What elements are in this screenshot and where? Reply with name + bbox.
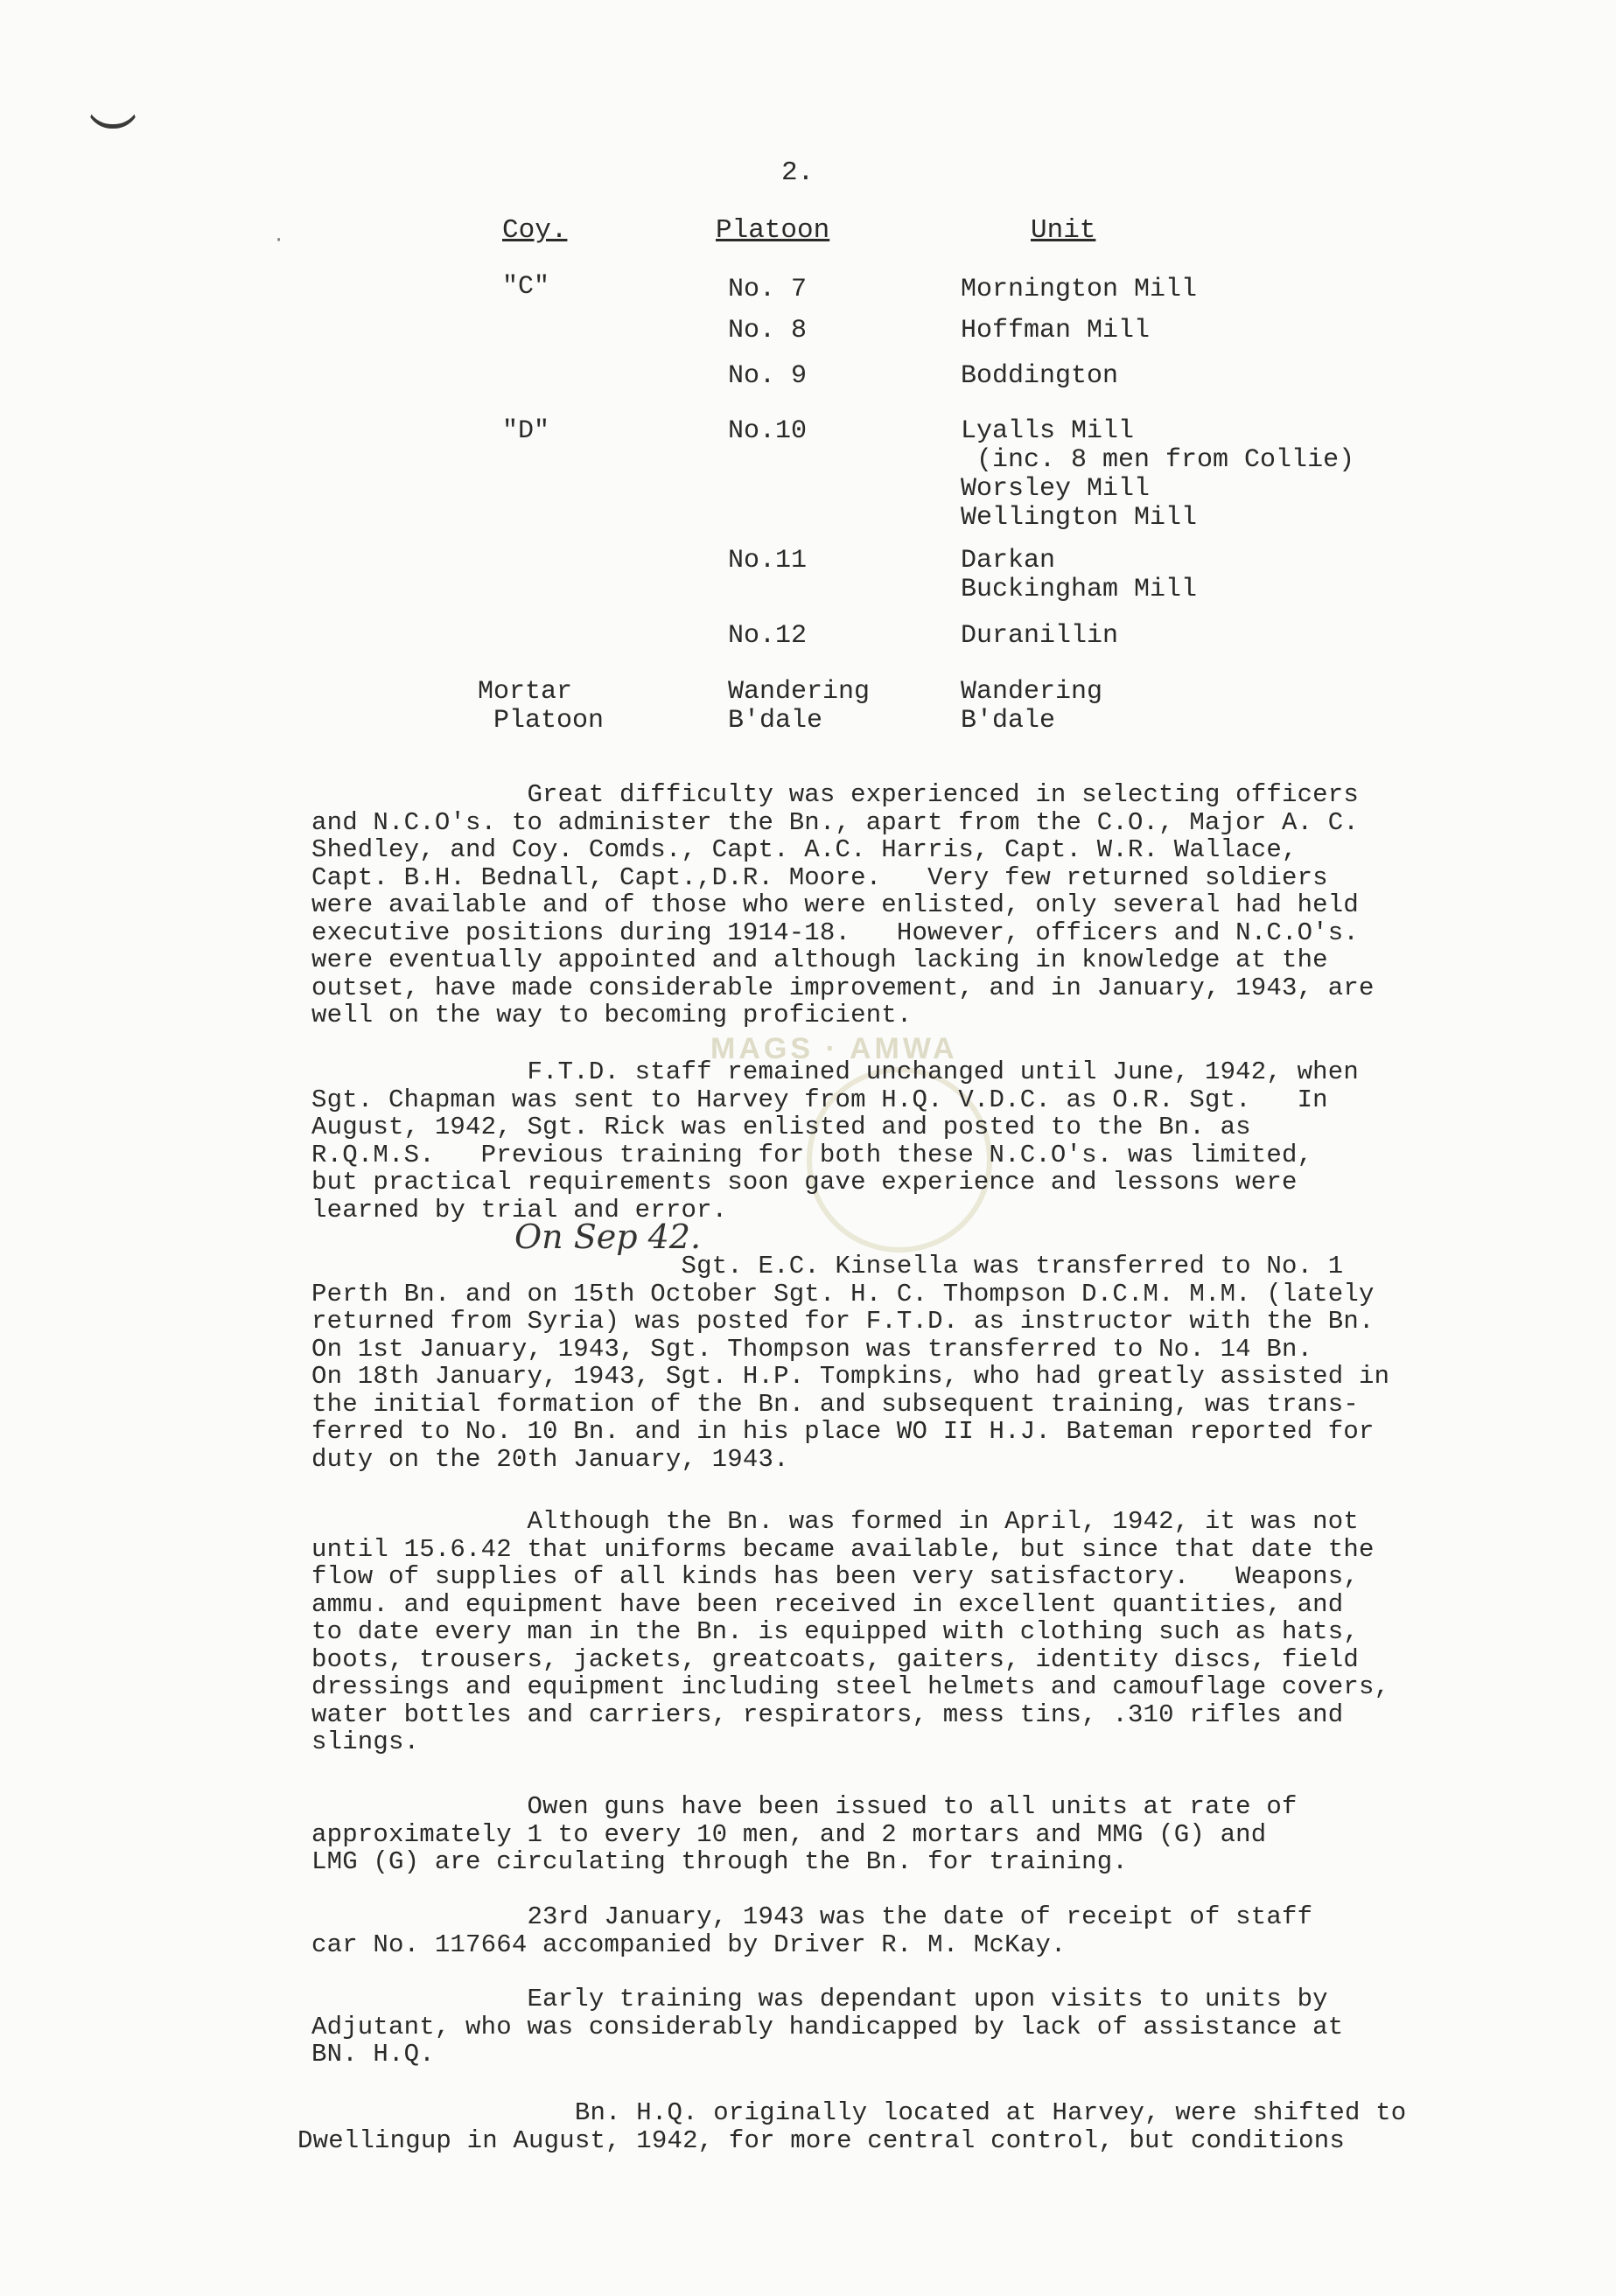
coy-cell: Mortar Platoon [478,677,605,736]
body-paragraph: 23rd January, 1943 was the date of receipt of staff car No. 117664 accompanied by Driver R. M. McKay. [311,1902,1313,1959]
body-paragraph: Early training was dependant upon visits to units by Adjutant, who was considerably handicapped by lack of assistance at BN. H.Q. [311,1985,1344,2069]
platoon-cell: No.11 [728,546,808,576]
platoon-cell: No. 9 [728,361,808,391]
header-coy: Coy. [502,215,568,246]
platoon-cell: Wandering B'dale [728,677,871,736]
unit-cell: Hoffman Mill [961,316,1151,345]
platoon-cell: No.12 [728,621,808,651]
unit-cell: Mornington Mill [961,275,1198,304]
margin-mark: · [273,229,285,251]
body-paragraph: Bn. H.Q. originally located at Harvey, were shifted to Dwellingup in August, 1942, for more central control, but conditions [297,2098,1407,2155]
handwritten-annotation: On Sep 42. [514,1218,702,1256]
unit-cell: Duranillin [961,621,1119,651]
coy-cell: "C" [502,272,550,302]
punch-hole-mark [86,80,140,129]
body-paragraph: F.T.D. staff remained unchanged until June, 1942, when Sgt. Chapman was sent to Harvey from H.Q. V.D.C. as O.R. Sgt. In August, 1942, Sgt. Rick was enlisted and posted to the Bn. as R.Q.M.S. Previous training for both these N.C.O's. was limited, but practical requirements soon gave experience and lessons were learned by trial and error. [311,1057,1359,1225]
unit-cell: Darkan Buckingham Mill [961,546,1198,604]
coy-cell: "D" [502,416,550,446]
body-paragraph: Although the Bn. was formed in April, 1942, it was not until 15.6.42 that uniforms became available, but since that date the flow of supplies of all kinds has been very satisfactory. Weapons, ammu. and equipment have been received in excellent quantities, and to date every man in the Bn. is equipped with clothing such as hats, boots, trousers, jackets, greatcoats, gaiters, identity discs, field dressings and equipment including steel helmets and camouflage covers, water bottles and carriers, respirators, mess tins, .310 rifles and slings. [311,1507,1390,1756]
archive-watermark: MAGS · AMWA [658,1032,1060,1242]
body-paragraph: Sgt. E.C. Kinsella was transferred to No. 1 Perth Bn. and on 15th October Sgt. H. C. Thompson D.C.M. M.M. (lately returned from Syria) was posted for F.T.D. as instructor with the Bn. On 1st January, 1943, Sgt. Thompson was transferred to No. 14 Bn. On 18th January, 1943, Sgt. H.P. Tompkins, who had greatly assisted in the initial formation of the Bn. and subsequent training, was trans- ferred to No. 10 Bn. and in his place WO II H.J. Bateman reported for duty on the 20th January, 1943. [311,1252,1390,1474]
unit-cell: Boddington [961,361,1119,391]
platoon-cell: No. 8 [728,316,808,345]
unit-cell: Wandering B'dale [961,677,1103,736]
platoon-cell: No.10 [728,416,808,446]
unit-cell: Lyalls Mill (inc. 8 men from Collie) Worsley Mill Wellington Mill [961,416,1355,533]
platoon-cell: No. 7 [728,275,808,304]
body-paragraph: Owen guns have been issued to all units at rate of approximately 1 to every 10 men, and 2 mortars and MMG (G) and LMG (G) are circulating through the Bn. for training. [311,1792,1298,1876]
body-paragraph: Great difficulty was experienced in selecting officers and N.C.O's. to administer the Bn., apart from the C.O., Major A. C. Shedley, and Coy. Comds., Capt. A.C. Harris, Capt. W.R. Wallace, Capt. B.H. Bednall, Capt.,D.R. Moore. Very few returned soldiers were available and of those who were enlisted, only several had held executive positions during 1914-18. However, officers and N.C.O's. were eventually appointed and although lacking in knowledge at the outset, have made considerable improvement, and in January, 1943, are well on the way to becoming proficient. [311,780,1375,1029]
page-number: 2. [781,157,815,188]
header-platoon: Platoon [716,215,830,246]
header-unit: Unit [1031,215,1096,246]
